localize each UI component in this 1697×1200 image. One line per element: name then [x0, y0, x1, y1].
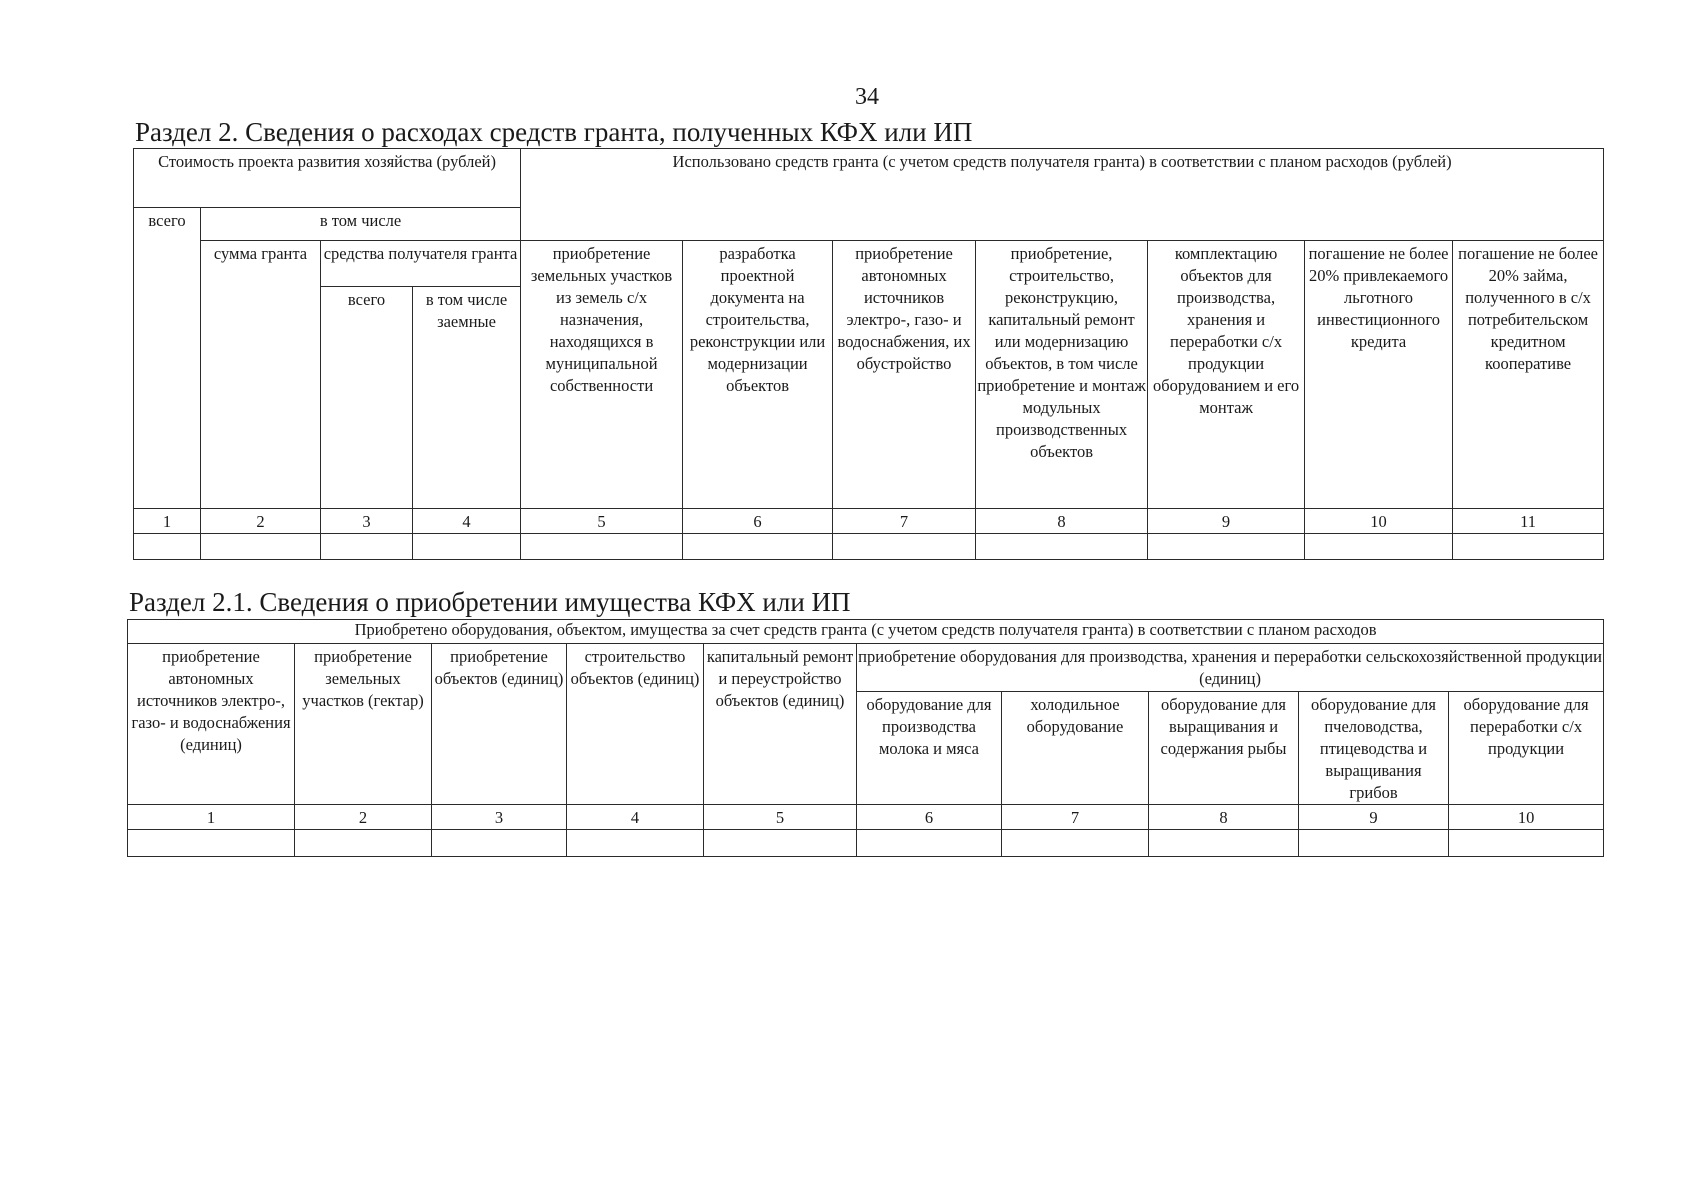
expense-column-header: комплектацию объектов для производства, хранения и переработки с/х продукции оборудованием и его монтаж	[1148, 241, 1305, 509]
column-number: 9	[1148, 509, 1305, 534]
column-number: 4	[567, 805, 704, 830]
column-number: 8	[1149, 805, 1299, 830]
table-row	[128, 830, 1604, 857]
expense-column-header: погашение не более 20% привлекаемого льготного инвестиционного кредита	[1305, 241, 1453, 509]
expense-column-header: приобретение, строительство, реконструкцию, капитальный ремонт или модернизацию объектов, в том числе приобретение и монтаж модульных производственных объектов	[976, 241, 1148, 509]
data-cell	[413, 534, 521, 560]
column-number: 2	[201, 509, 321, 534]
expense-column-header: погашение не более 20% займа, полученного в с/х потребительском кредитном кооперативе	[1453, 241, 1604, 509]
property-column-header: приобретение объектов (единиц)	[432, 644, 567, 805]
column-number: 10	[1449, 805, 1604, 830]
equipment-column-header: холодильное оборудование	[1002, 692, 1149, 805]
data-cell	[1453, 534, 1604, 560]
column-number: 8	[976, 509, 1148, 534]
column-number: 11	[1453, 509, 1604, 534]
recipient-total-header: всего	[321, 287, 413, 509]
data-cell	[201, 534, 321, 560]
data-cell	[321, 534, 413, 560]
grant-sum-header: сумма гранта	[201, 241, 321, 509]
page-number: 34	[855, 84, 879, 110]
recipient-funds-header: средства получателя гранта	[321, 241, 521, 287]
column-number: 5	[521, 509, 683, 534]
column-number: 7	[833, 509, 976, 534]
property-column-header: строительство объектов (единиц)	[567, 644, 704, 805]
column-number: 3	[321, 509, 413, 534]
data-cell	[134, 534, 201, 560]
property-acquisition-table	[127, 619, 1604, 857]
column-number: 1	[134, 509, 201, 534]
data-cell	[857, 830, 1002, 857]
data-cell	[704, 830, 857, 857]
section-2-title: Раздел 2. Сведения о расходах средств гранта, полученных КФХ или ИП	[135, 117, 973, 147]
equipment-column-header: оборудование для пчеловодства, птицеводства и выращивания грибов	[1299, 692, 1449, 805]
column-number: 3	[432, 805, 567, 830]
expense-column-header: приобретение автономных источников электро-, газо- и водоснабжения, их обустройство	[833, 241, 976, 509]
column-number: 10	[1305, 509, 1453, 534]
data-cell	[1148, 534, 1305, 560]
data-cell	[432, 830, 567, 857]
table-row	[134, 534, 1604, 560]
section-2-1-title: Раздел 2.1. Сведения о приобретении имущества КФХ или ИП	[129, 587, 851, 617]
equipment-header: приобретение оборудования для производства, хранения и переработки сельскохозяйственной продукции (единиц)	[857, 644, 1604, 692]
column-number: 1	[128, 805, 295, 830]
expense-column-header: приобретение земельных участков из земель с/х назначения, находящихся в муниципальной собственности	[521, 241, 683, 509]
data-cell	[1305, 534, 1453, 560]
equipment-column-header: оборудование для выращивания и содержания рыбы	[1149, 692, 1299, 805]
recipient-loans-header: в том числе заемные	[413, 287, 521, 509]
column-number: 2	[295, 805, 432, 830]
project-cost-header: Стоимость проекта развития хозяйства (рублей)	[134, 149, 521, 208]
column-number: 9	[1299, 805, 1449, 830]
grant-used-header: Использовано средств гранта (с учетом средств получателя гранта) в соответствии с планом расходов (рублей)	[521, 149, 1604, 241]
data-cell	[1299, 830, 1449, 857]
grant-expenses-table	[133, 148, 1604, 560]
cost-total-header: всего	[134, 208, 201, 509]
column-number: 6	[683, 509, 833, 534]
column-number: 6	[857, 805, 1002, 830]
data-cell	[521, 534, 683, 560]
data-cell	[976, 534, 1148, 560]
data-cell	[295, 830, 432, 857]
property-column-header: капитальный ремонт и переустройство объектов (единиц)	[704, 644, 857, 805]
property-column-header: приобретение земельных участков (гектар)	[295, 644, 432, 805]
data-cell	[1002, 830, 1149, 857]
data-cell	[567, 830, 704, 857]
property-column-header: приобретение автономных источников электро-, газо- и водоснабжения (единиц)	[128, 644, 295, 805]
data-cell	[833, 534, 976, 560]
column-number: 4	[413, 509, 521, 534]
column-number: 7	[1002, 805, 1149, 830]
including-header: в том числе	[201, 208, 521, 241]
data-cell	[683, 534, 833, 560]
acquired-property-header: Приобретено оборудования, объектом, имущества за счет средств гранта (с учетом средств получателя гранта) в соответствии с планом расходов	[128, 620, 1604, 644]
data-cell	[1149, 830, 1299, 857]
equipment-column-header: оборудование для переработки с/х продукции	[1449, 692, 1604, 805]
expense-column-header: разработка проектной документа на строительства, реконструкции или модернизации объектов	[683, 241, 833, 509]
data-cell	[1449, 830, 1604, 857]
column-number: 5	[704, 805, 857, 830]
equipment-column-header: оборудование для производства молока и мяса	[857, 692, 1002, 805]
data-cell	[128, 830, 295, 857]
